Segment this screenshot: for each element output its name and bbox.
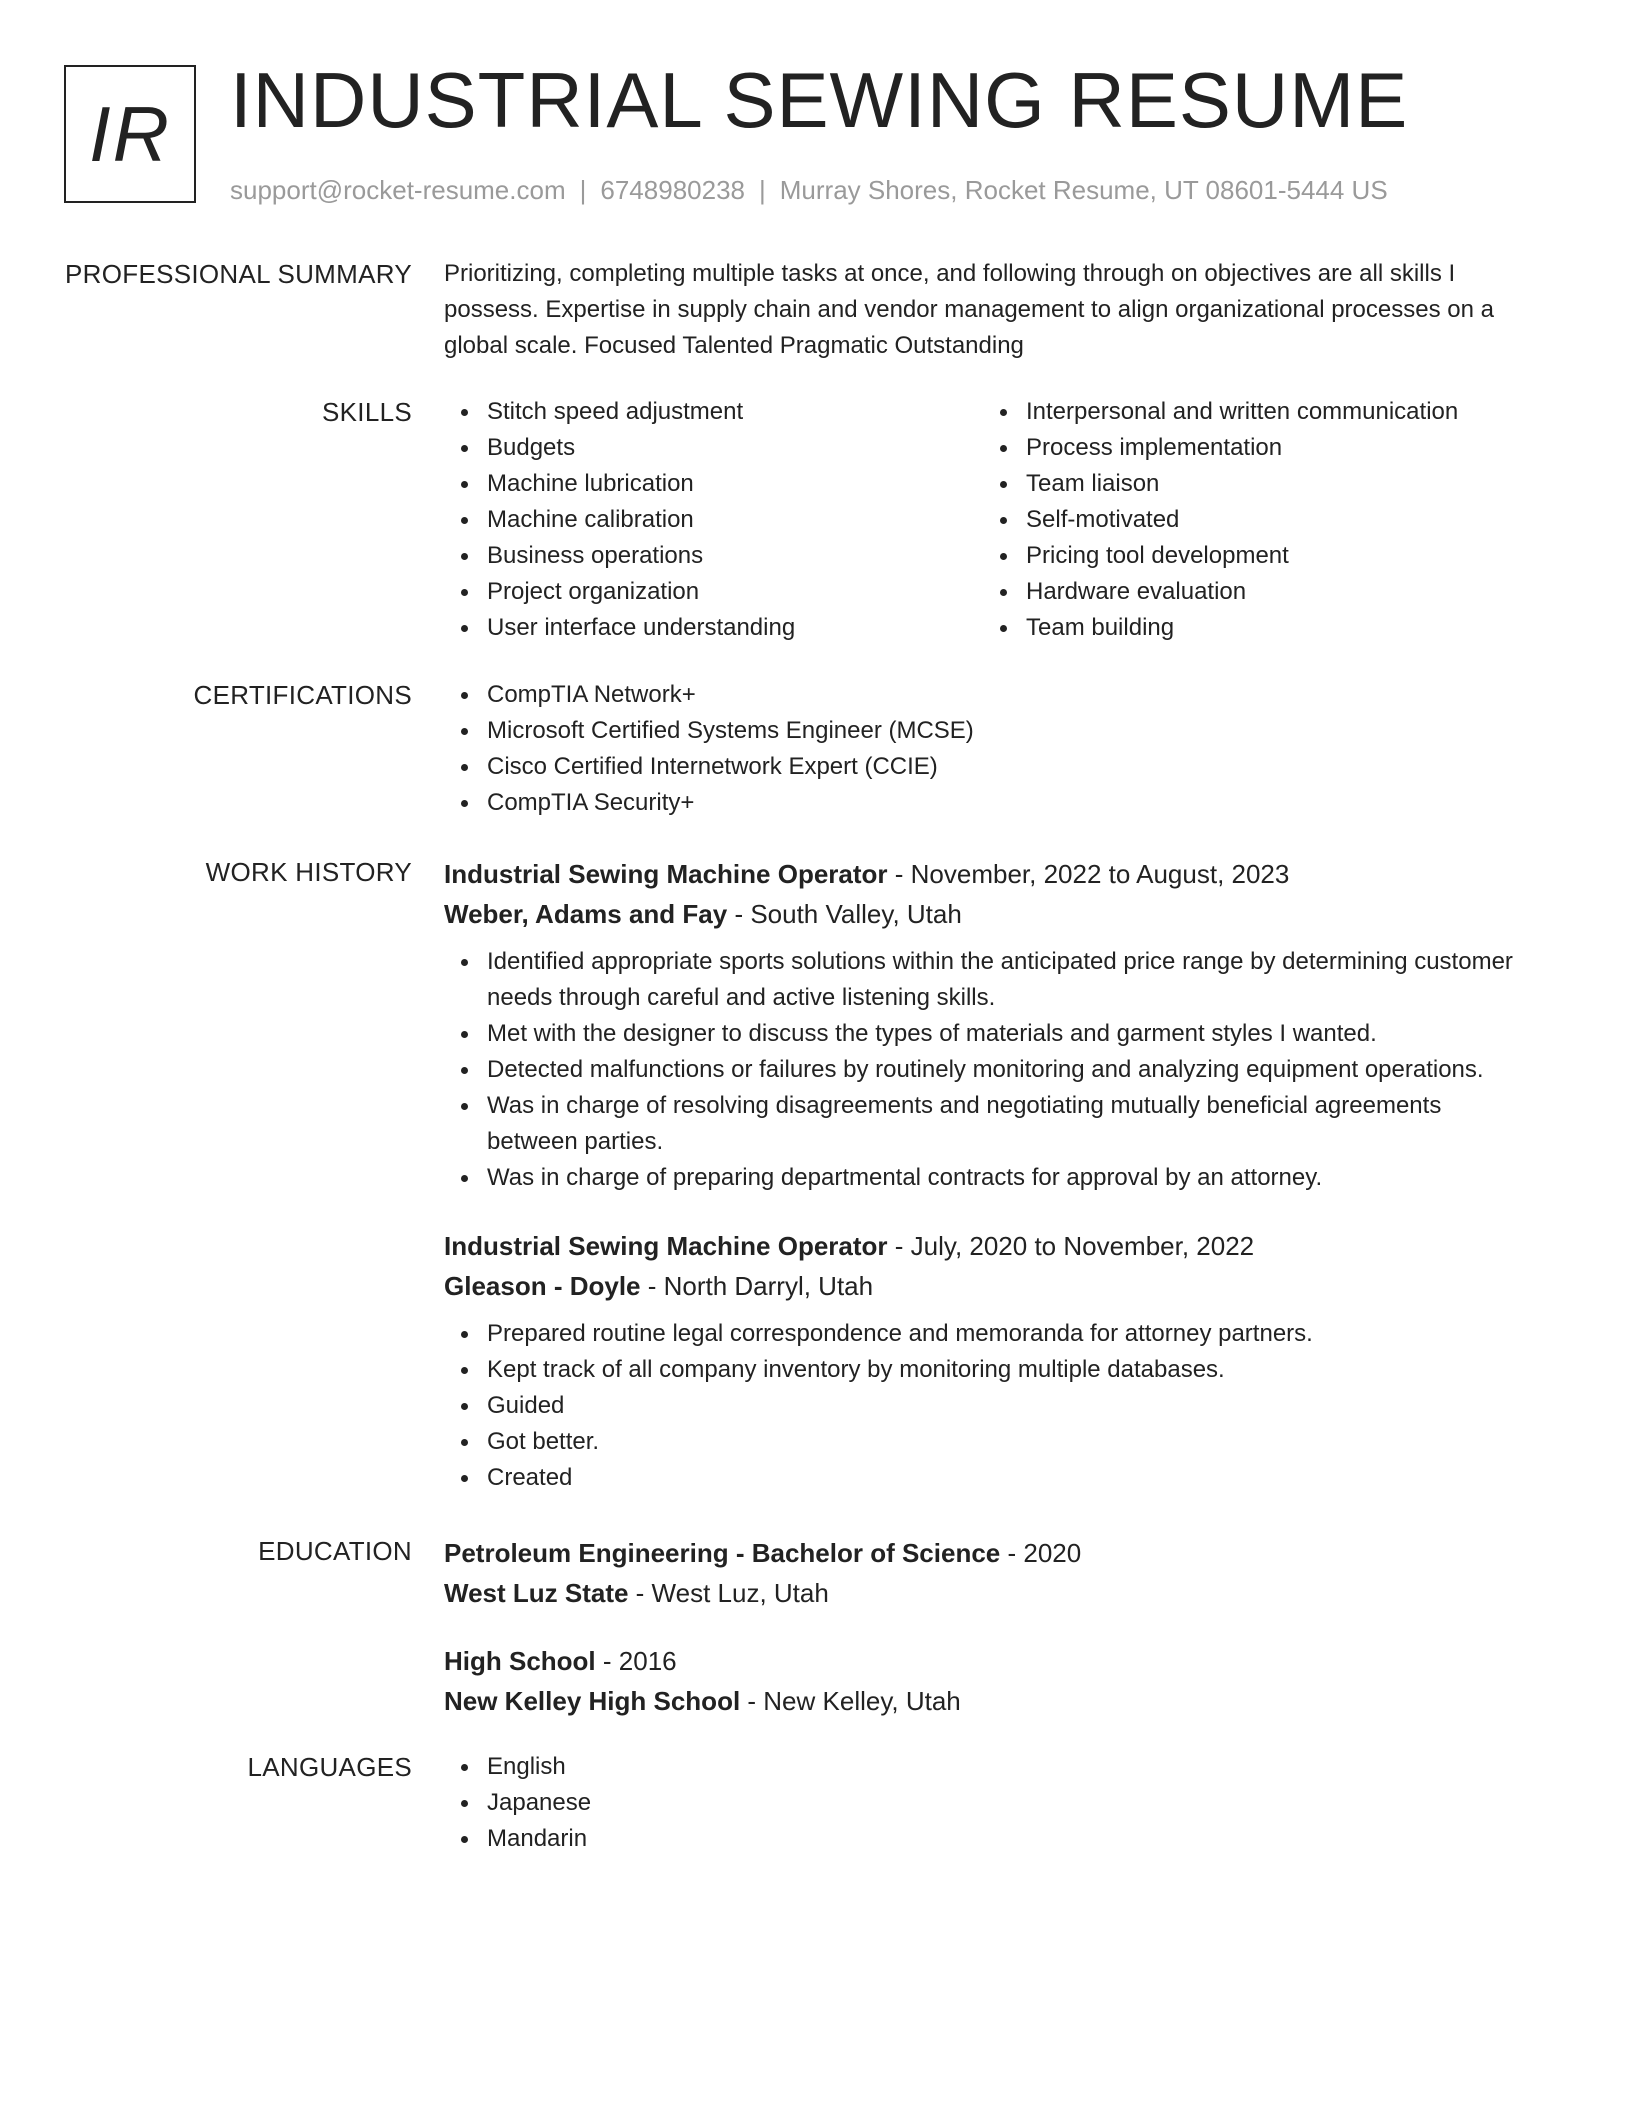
job-company-line xyxy=(444,1266,1522,1306)
resume-header xyxy=(0,0,1632,240)
contact-email[interactable]: support@rocket-resume.com xyxy=(230,175,566,205)
skill-item: Interpersonal and written communication xyxy=(983,394,1522,430)
school-line xyxy=(444,1681,1522,1721)
job-title: Industrial Sewing Machine Operator xyxy=(444,859,888,889)
education-entry xyxy=(444,1641,1522,1721)
duty-item: Created xyxy=(444,1460,1522,1496)
job-dates: - July, 2020 to November, 2022 xyxy=(887,1231,1255,1261)
duty-item: Kept track of all company inventory by monitoring multiple databases. xyxy=(444,1352,1522,1388)
job-title-line xyxy=(444,1226,1522,1266)
contact-phone[interactable]: 6748980238 xyxy=(600,175,745,205)
contact-separator: | xyxy=(579,175,587,205)
education-entry xyxy=(444,1533,1522,1613)
school: West Luz State xyxy=(444,1578,629,1608)
section-heading: CERTIFICATIONS xyxy=(193,680,412,710)
spacer xyxy=(444,1613,1522,1641)
job-title-line xyxy=(444,854,1522,894)
contact-line xyxy=(230,175,1388,206)
skill-item: Team liaison xyxy=(983,466,1522,502)
resume-title: INDUSTRIAL SEWING RESUME xyxy=(230,56,1409,144)
contact-separator: | xyxy=(759,175,766,205)
certifications-list xyxy=(444,677,1522,821)
job-duties xyxy=(444,944,1522,1196)
job-location: - North Darryl, Utah xyxy=(640,1271,874,1301)
skill-item: Hardware evaluation xyxy=(983,574,1522,610)
spacer xyxy=(444,1196,1522,1226)
skills-list-left xyxy=(444,394,983,646)
job-dates: - November, 2022 to August, 2023 xyxy=(887,859,1290,889)
section-heading: EDUCATION xyxy=(258,1536,412,1566)
summary-section xyxy=(0,256,1632,359)
skill-item: Budgets xyxy=(444,430,983,466)
job-entry xyxy=(444,854,1522,1196)
school-location: - New Kelley, Utah xyxy=(740,1686,961,1716)
duty-item: Was in charge of resolving disagreements and negotiating mutually beneficial agreements between parties. xyxy=(444,1088,1522,1160)
degree: High School xyxy=(444,1646,596,1676)
skill-item: Process implementation xyxy=(983,430,1522,466)
certification-item: CompTIA Network+ xyxy=(444,677,1522,713)
certifications-body xyxy=(444,677,1522,821)
skills-list-right xyxy=(983,394,1522,646)
degree-line xyxy=(444,1641,1522,1681)
school-line xyxy=(444,1573,1522,1613)
languages-list xyxy=(444,1749,1522,1857)
degree: Petroleum Engineering - Bachelor of Science xyxy=(444,1538,1001,1568)
skill-item: Team building xyxy=(983,610,1522,646)
skills-section xyxy=(0,394,1632,641)
skill-item: Machine lubrication xyxy=(444,466,983,502)
skill-item: Pricing tool development xyxy=(983,538,1522,574)
job-company: Gleason - Doyle xyxy=(444,1271,641,1301)
school: New Kelley High School xyxy=(444,1686,741,1716)
duty-item: Was in charge of preparing departmental contracts for approval by an attorney. xyxy=(444,1160,1522,1196)
certifications-section xyxy=(0,677,1632,816)
job-entry xyxy=(444,1226,1522,1496)
job-company-line xyxy=(444,894,1522,934)
duty-item: Guided xyxy=(444,1388,1522,1424)
skill-item: Machine calibration xyxy=(444,502,983,538)
section-heading: LANGUAGES xyxy=(247,1752,412,1782)
job-duties xyxy=(444,1316,1522,1496)
monogram-logo: IR xyxy=(64,65,196,203)
section-heading: PROFESSIONAL SUMMARY xyxy=(65,259,412,289)
job-company: Weber, Adams and Fay xyxy=(444,899,728,929)
job-title: Industrial Sewing Machine Operator xyxy=(444,1231,888,1261)
certification-item: CompTIA Security+ xyxy=(444,785,1522,821)
language-item: Japanese xyxy=(444,1785,1522,1821)
language-item: English xyxy=(444,1749,1522,1785)
languages-body xyxy=(444,1749,1522,1857)
education-body xyxy=(444,1533,1522,1721)
graduation-year: - 2020 xyxy=(1000,1538,1082,1568)
languages-section xyxy=(0,1749,1632,1852)
duty-item: Got better. xyxy=(444,1424,1522,1460)
certification-item: Cisco Certified Internetwork Expert (CCIE) xyxy=(444,749,1522,785)
skill-item: Self-motivated xyxy=(983,502,1522,538)
graduation-year: - 2016 xyxy=(595,1646,677,1676)
duty-item: Identified appropriate sports solutions within the anticipated price range by determining customer needs through careful and active listening skills. xyxy=(444,944,1522,1016)
school-location: - West Luz, Utah xyxy=(628,1578,829,1608)
job-location: - South Valley, Utah xyxy=(727,899,962,929)
duty-item: Prepared routine legal correspondence and memoranda for attorney partners. xyxy=(444,1316,1522,1352)
contact-address: Murray Shores, Rocket Resume, UT 08601-5444 US xyxy=(779,175,1388,205)
skill-item: Project organization xyxy=(444,574,983,610)
skills-grid xyxy=(444,394,1522,646)
work-history-section xyxy=(0,854,1632,1491)
certification-item: Microsoft Certified Systems Engineer (MCSE) xyxy=(444,713,1522,749)
duty-item: Met with the designer to discuss the types of materials and garment styles I wanted. xyxy=(444,1016,1522,1052)
degree-line xyxy=(444,1533,1522,1573)
section-heading: SKILLS xyxy=(322,397,412,427)
skill-item: Business operations xyxy=(444,538,983,574)
education-section xyxy=(0,1533,1632,1716)
skill-item: User interface understanding xyxy=(444,610,983,646)
language-item: Mandarin xyxy=(444,1821,1522,1857)
work-history-body xyxy=(444,854,1522,1496)
duty-item: Detected malfunctions or failures by routinely monitoring and analyzing equipment operations. xyxy=(444,1052,1522,1088)
summary-text: Prioritizing, completing multiple tasks at once, and following through on objectives are all skills I possess. Expertise in supply chain and vendor management to align organizational processes on a global scale. Focused Talented Pragmatic Outstanding xyxy=(444,260,1494,359)
section-heading: WORK HISTORY xyxy=(205,857,412,887)
skill-item: Stitch speed adjustment xyxy=(444,394,983,430)
